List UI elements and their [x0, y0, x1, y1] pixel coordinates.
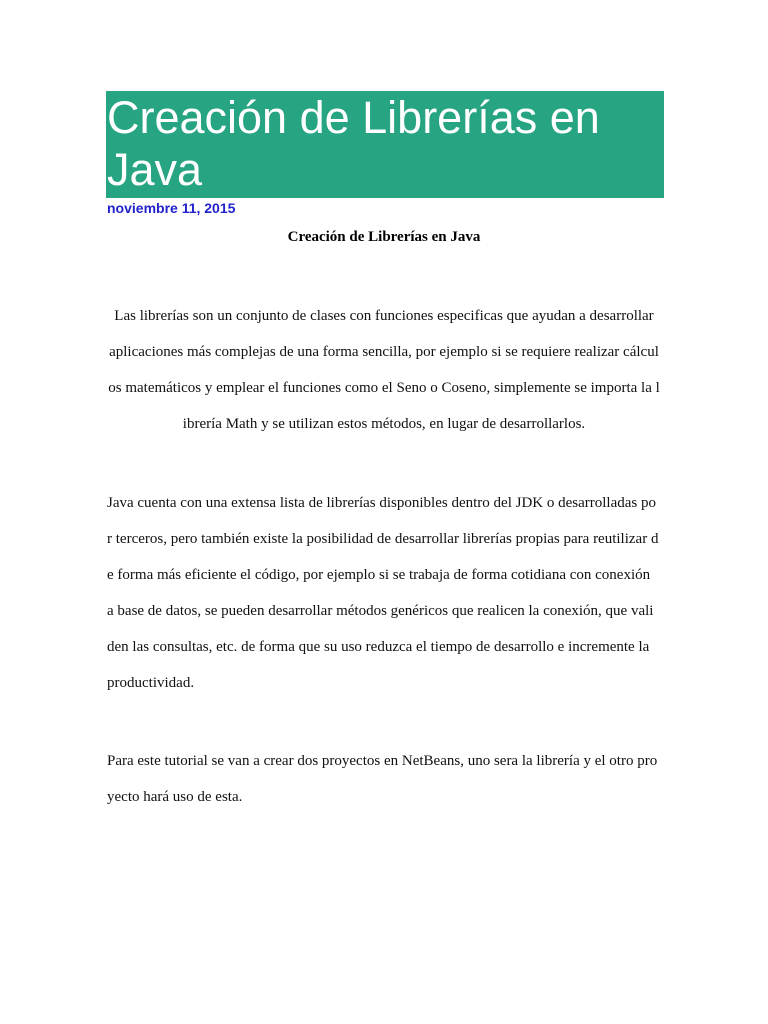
post-subtitle: Creación de Librerías en Java — [287, 229, 481, 245]
post-title: Creación de Librerías en Java — [107, 92, 600, 195]
paragraph-line: productividad. — [107, 675, 195, 691]
paragraph-line: Java cuenta con una extensa lista de librerías disponibles dentro del JDK o desarrolladas po — [107, 495, 657, 511]
paragraph-line: os matemáticos y emplear el funciones como el Seno o Coseno, simplemente se importa la l — [108, 380, 660, 396]
paragraph-line: aplicaciones más complejas de una forma sencilla, por ejemplo si se requiere realizar cálcul — [109, 344, 659, 360]
paragraph-line: a base de datos, se pueden desarrollar métodos genéricos que realicen la conexión, que vali — [107, 603, 654, 619]
paragraph-line: Las librerías son un conjunto de clases con funciones especificas que ayudan a desarrollar — [114, 308, 654, 324]
paragraph-line: Para este tutorial se van a crear dos proyectos en NetBeans, uno sera la librería y el otro pro — [107, 753, 658, 769]
paragraph-line: e forma más eficiente el código, por ejemplo si se trabaja de forma cotidiana con conexión — [107, 567, 651, 583]
paragraph-line: den las consultas, etc. de forma que su uso reduzca el tiempo de desarrollo e incremente la — [107, 639, 650, 655]
post-date-link[interactable]: noviembre 11, 2015 — [107, 200, 236, 216]
paragraph-jdk — [0, 485, 768, 701]
paragraph-line: r terceros, pero también existe la posibilidad de desarrollar librerías propias para reutilizar d — [107, 531, 659, 547]
paragraph-line: ibrería Math y se utilizan estos métodos, en lugar de desarrollarlos. — [182, 416, 586, 432]
paragraph-intro — [0, 298, 768, 442]
paragraph-line: yecto hará uso de esta. — [107, 789, 243, 805]
paragraph-tutorial — [0, 743, 768, 815]
